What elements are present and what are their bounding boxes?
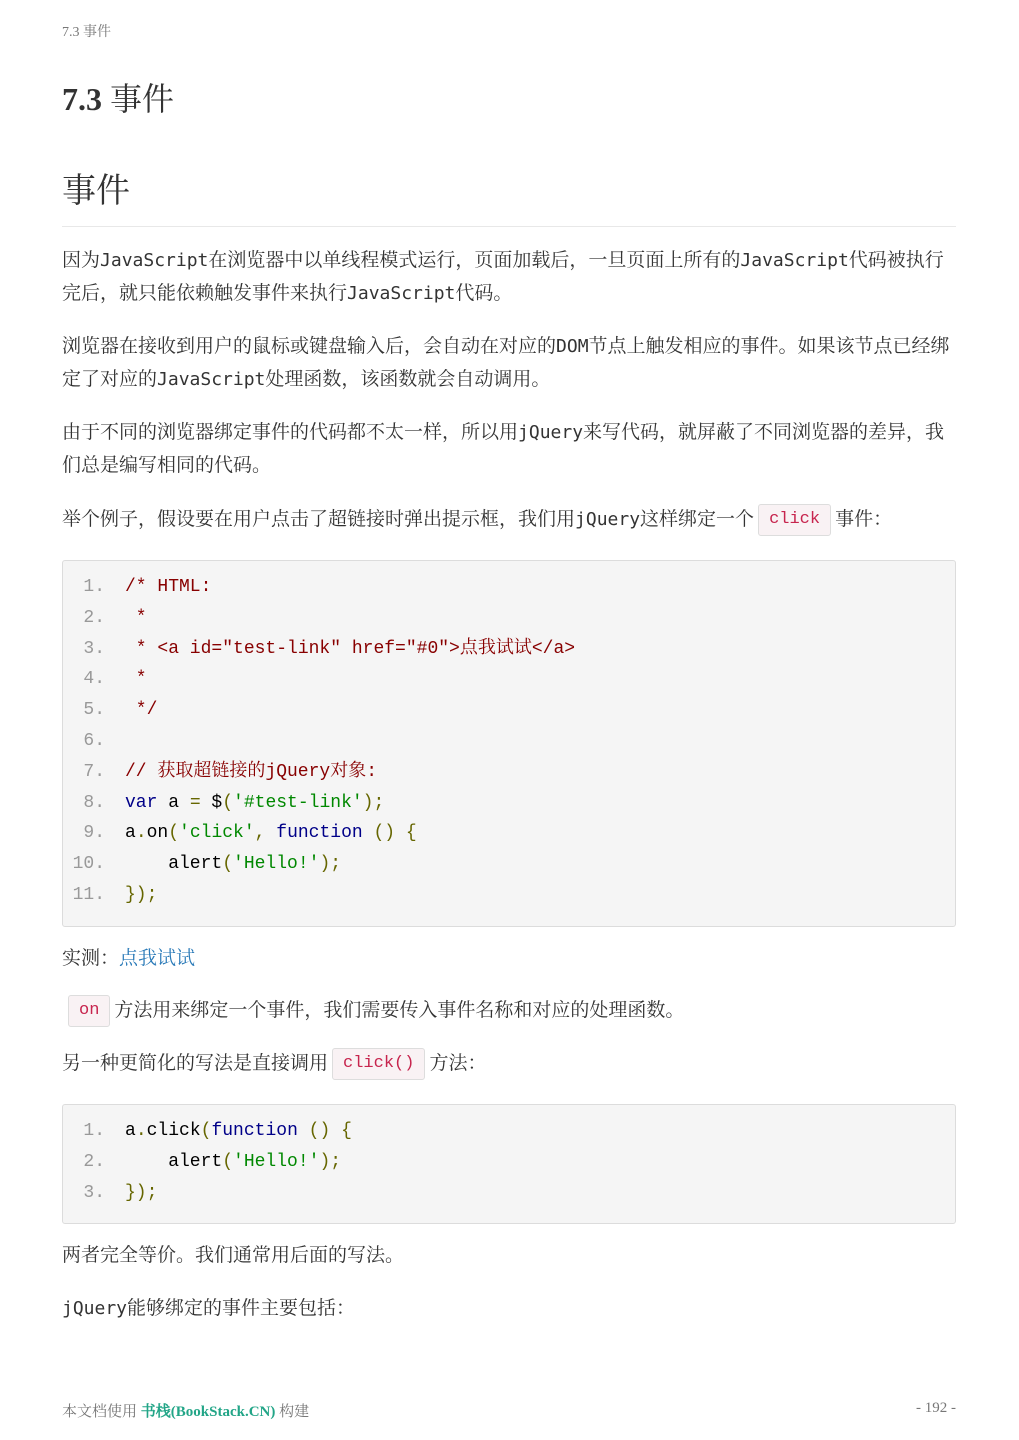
paragraph-dom <box>62 330 956 396</box>
line-number: 9. <box>83 823 105 844</box>
code-line <box>63 880 955 911</box>
paragraph-equivalent: 两者完全等价。我们通常用后面的写法。 <box>62 1244 405 1266</box>
code-block-1 <box>62 560 956 927</box>
text: 在浏览器中以单线程模式运行，页面加载后，一旦页面上所有的 <box>208 249 741 271</box>
code-text: * <a id="test-link" href="#0">点我试试</a> <box>125 638 576 659</box>
inline-code-click: click <box>758 504 831 536</box>
code-line <box>63 1116 955 1147</box>
inline-code-on: on <box>68 995 110 1027</box>
line-number: 6. <box>83 730 105 751</box>
inline-code-click-fn: click() <box>332 1048 425 1080</box>
line-number: 1. <box>83 1121 105 1141</box>
page-number: - 192 - <box>916 1400 956 1416</box>
text: jQuery <box>575 509 641 530</box>
page-footer <box>62 1400 956 1421</box>
code-line <box>63 788 955 819</box>
text: 另一种更简化的写法是直接调用 <box>62 1052 329 1074</box>
line-number: 1. <box>83 577 105 597</box>
text: JavaScript <box>157 369 266 390</box>
paragraph-intro <box>62 244 956 310</box>
text: jQuery <box>62 1298 128 1319</box>
paragraph-events-list <box>62 1292 956 1325</box>
line-number: 2. <box>83 607 105 628</box>
code-line <box>63 757 955 788</box>
code-line <box>63 695 955 726</box>
code-text: * <box>125 669 147 690</box>
paragraph-click-method <box>62 1047 956 1080</box>
text: 举个例子，假设要在用户点击了超链接时弹出提示框，我们用 <box>62 508 576 530</box>
text: 由于不同的浏览器绑定事件的代码都不太一样，所以用 <box>62 421 519 443</box>
chapter-title-text: 事件 <box>110 81 175 117</box>
footer-suffix: 构建 <box>279 1404 310 1420</box>
text: 处理函数，该函数就会自动调用。 <box>265 368 551 390</box>
code-text: }); <box>125 884 158 905</box>
text: 代码被执行完后，就只能依赖触发事件来执行 <box>62 249 944 304</box>
code-line <box>63 849 955 880</box>
code-line <box>63 1178 955 1209</box>
running-header: 7.3 事件 <box>62 25 111 40</box>
code-text: * <box>125 607 147 628</box>
text: 方法： <box>429 1052 487 1074</box>
text: 事件： <box>835 508 893 530</box>
code-text: // 获取超链接的jQuery对象: <box>125 761 378 782</box>
line-number: 7. <box>83 761 105 782</box>
demo-link[interactable]: 点我试试 <box>119 947 196 969</box>
text: 节点上触发相应的事件。如果该节点已经绑定了对应的 <box>62 335 950 390</box>
section-title: 事件 <box>62 168 956 227</box>
code-line <box>63 603 955 634</box>
code-text: /* HTML: <box>125 577 212 597</box>
demo-line <box>62 942 956 975</box>
code-text: a.click(function () { <box>125 1121 352 1141</box>
code-text: */ <box>125 700 158 721</box>
text: 这样绑定一个 <box>640 508 755 530</box>
text: JavaScript <box>347 283 456 304</box>
code-text: alert('Hello!'); <box>125 1151 342 1172</box>
line-number: 11. <box>72 884 105 905</box>
code-text: }); <box>125 1182 158 1203</box>
footer-prefix: 本文档使用 <box>62 1404 138 1420</box>
line-number: 5. <box>83 700 105 721</box>
text: JavaScript <box>740 250 849 271</box>
line-number: 4. <box>83 669 105 690</box>
paragraph-jquery <box>62 416 956 482</box>
text: 浏览器在接收到用户的鼠标或键盘输入后，会自动在对应的 <box>62 335 557 357</box>
code-text: var a = $('#test-link'); <box>125 792 385 813</box>
text: 因为 <box>62 249 101 271</box>
text: DOM <box>556 336 589 357</box>
line-number: 10. <box>72 854 105 875</box>
paragraph-example <box>62 503 956 536</box>
code-line <box>63 818 955 849</box>
line-number: 3. <box>83 638 105 659</box>
footer-brand-link[interactable]: 书栈(BookStack.CN) <box>140 1404 276 1420</box>
chapter-number: 7.3 <box>62 81 102 117</box>
paragraph-on-method <box>62 994 956 1027</box>
text: 能够绑定的事件主要包括： <box>127 1297 356 1319</box>
chapter-title <box>62 78 174 120</box>
line-number: 2. <box>83 1151 105 1172</box>
code-line <box>63 572 955 603</box>
code-line <box>63 664 955 695</box>
code-line <box>63 726 955 757</box>
line-number: 8. <box>83 792 105 813</box>
text: JavaScript <box>100 250 209 271</box>
text: 方法用来绑定一个事件，我们需要传入事件名称和对应的处理函数。 <box>114 999 685 1021</box>
line-number: 3. <box>83 1182 105 1203</box>
code-text: a.on('click', function () { <box>125 823 417 844</box>
demo-label: 实测： <box>62 947 120 969</box>
text: jQuery <box>518 422 584 443</box>
text: 来写代码，就屏蔽了不同浏览器的差异，我们总是编写相同的代码。 <box>62 421 945 476</box>
code-text: alert('Hello!'); <box>125 854 342 875</box>
code-block-2 <box>62 1104 956 1224</box>
code-line <box>63 634 955 665</box>
text: 代码。 <box>455 282 513 304</box>
code-line <box>63 1147 955 1178</box>
